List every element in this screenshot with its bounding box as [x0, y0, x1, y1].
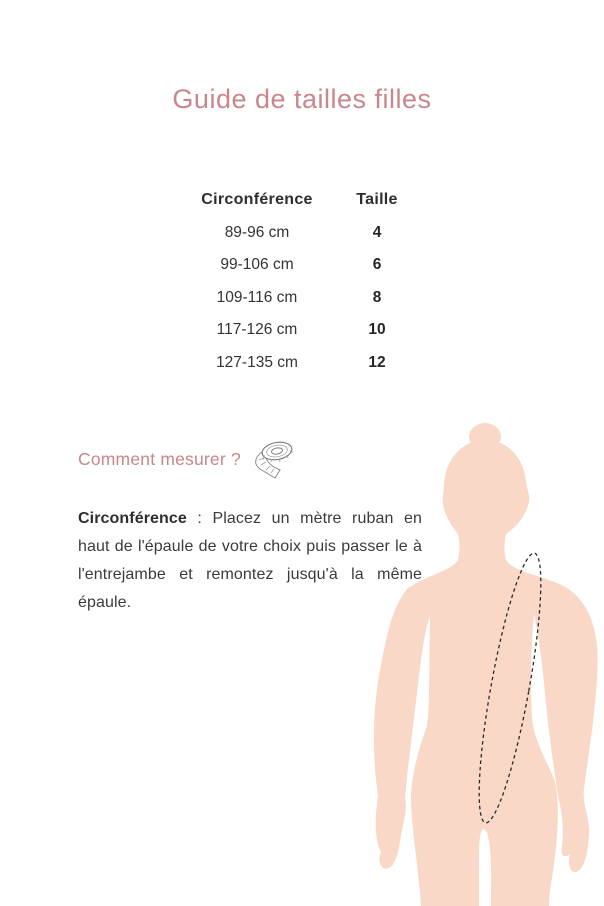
instruction-text: : Placez un mètre ruban en haut de l'épaule de votre choix puis passer le à l'entrejambe et remontez jusqu'à la même épaule. [78, 510, 422, 611]
size-cell: 6 [372, 256, 382, 274]
table-row [177, 282, 417, 315]
circumference-cell: 117-126 cm [216, 321, 298, 339]
circumference-cell: 127-135 cm [216, 353, 298, 371]
circumference-cell: 109-116 cm [216, 288, 298, 306]
body-silhouette [374, 440, 598, 906]
circumference-cell: 99-106 cm [220, 256, 294, 274]
how-to-measure-heading: Comment mesurer ? [78, 449, 241, 469]
size-table-header-row [177, 184, 417, 217]
table-row [177, 217, 417, 250]
size-table [177, 184, 417, 379]
size-cell: 8 [372, 288, 382, 306]
size-cell: 10 [368, 321, 386, 339]
table-row [177, 249, 417, 282]
circumference-header: Circonférence [201, 191, 313, 209]
circumference-cell: 89-96 cm [224, 223, 290, 241]
girl-silhouette-figure [360, 420, 604, 906]
size-cell: 4 [372, 223, 382, 241]
table-row [177, 314, 417, 347]
size-header: Taille [356, 191, 398, 209]
instruction-term: Circonférence [78, 510, 187, 527]
table-row [177, 347, 417, 380]
page-title: Guide de tailles filles [172, 84, 432, 114]
size-cell: 12 [368, 353, 386, 371]
measuring-tape-icon [251, 437, 297, 483]
